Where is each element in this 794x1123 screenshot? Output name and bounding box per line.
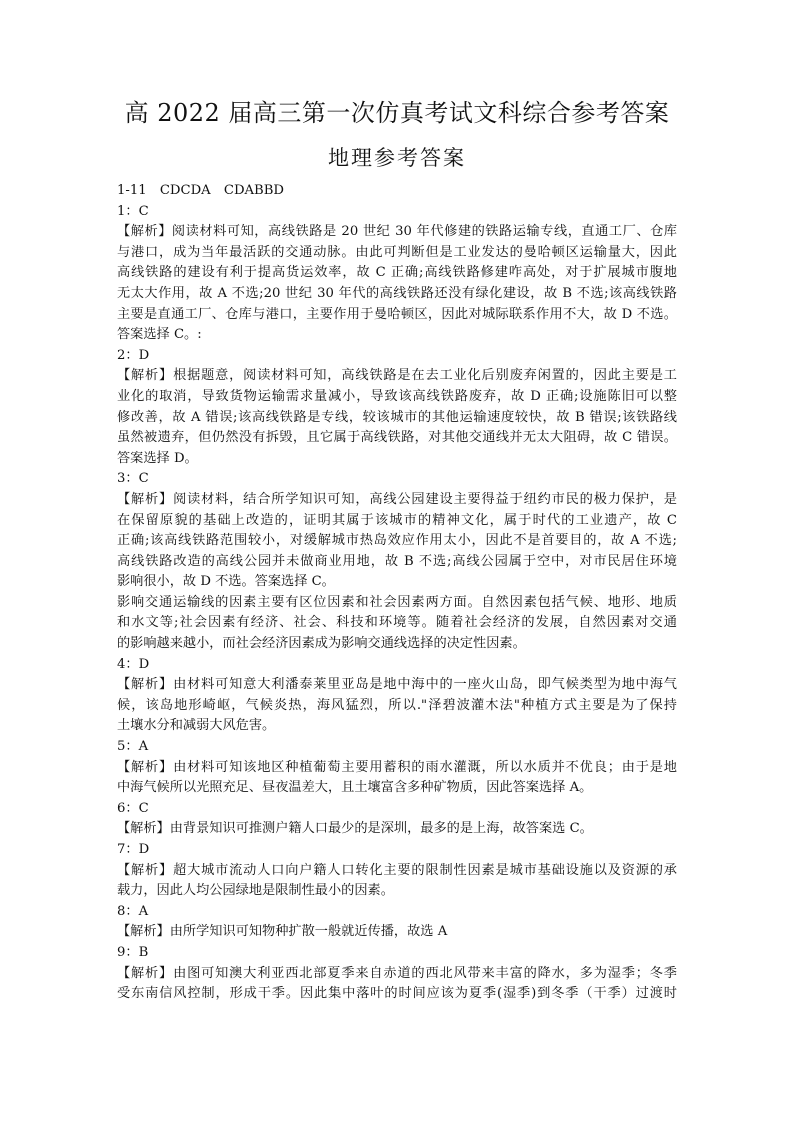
text-line: 答案选择 D。 bbox=[117, 450, 198, 466]
text-line: 【解析】阅读材料可知，高线铁路是 20 世纪 30 年代修建的铁路运输专线，直通工厂、仓库 bbox=[117, 224, 677, 240]
text-line: 与港口，成为当年最活跃的交通动脉。由此可判断但是工业发达的曼哈顿区运输量大，因此 bbox=[117, 244, 677, 260]
text-line: 载力，因此人均公园绿地是限制性最小的因素。 bbox=[117, 883, 394, 899]
text-line: 【解析】由材料可知该地区种植葡萄主要用蓄积的雨水灌溉，所以水质并不优良；由于是地 bbox=[117, 759, 677, 775]
text-line: 【解析】根据题意，阅读材料可知，高线铁路是在去工业化后别废弃闲置的，因此主要是工 bbox=[117, 368, 677, 384]
text-line: 高线铁路改造的高线公园并未做商业用地，故 B 不选;高线公园属于空中，对市民居住环境 bbox=[117, 553, 677, 569]
text-line: 中海气候所以光照充足、昼夜温差大，且土壤富含多种矿物质，因此答案选择 A。 bbox=[117, 780, 593, 796]
text-line: 正确;该高线铁路范围较小，对缓解城市热岛效应作用太小，因此不是首要目的，故 A 不选; bbox=[117, 533, 677, 549]
text-line: 【解析】由图可知澳大利亚西北部夏季来自赤道的西北风带来丰富的降水，多为湿季；冬季 bbox=[117, 965, 677, 981]
text-line: 1-11 CDCDA CDABBD bbox=[117, 183, 284, 198]
text-line: 1：C bbox=[117, 203, 149, 219]
document-title: 高 2022 届高三第一次仿真考试文科综合参考答案 bbox=[124, 99, 670, 127]
text-line: 8：A bbox=[117, 903, 149, 919]
text-line: 高线铁路的建设有利于提高货运效率，故 C 正确;高线铁路修建咋高处，对于扩展城市腹地 bbox=[117, 265, 677, 281]
text-line: 【解析】阅读材料，结合所学知识可知，高线公园建设主要得益于纽约市民的极力保护，是 bbox=[117, 491, 677, 507]
text-line: 无太大作用，故 A 不选;20 世纪 30 年代的高线铁路还没有绿化建设，故 B 不选;该高线铁路 bbox=[117, 285, 677, 301]
text-line: 【解析】由背景知识可推测户籍人口最少的是深圳，最多的是上海，故答案选 C。 bbox=[117, 821, 593, 837]
text-line: 【解析】由所学知识可知物种扩散一般就近传播，故选 A bbox=[117, 924, 448, 940]
text-line: 的影响越来越小，而社会经济因素成为影响交通线选择的决定性因素。 bbox=[117, 636, 526, 652]
document-subtitle: 地理参考答案 bbox=[328, 146, 466, 170]
text-line: 在保留原貌的基础上改造的，证明其属于该城市的精神文化，属于时代的工业遗产，故 C bbox=[117, 512, 677, 528]
text-line: 【解析】由材料可知意大利潘泰莱里亚岛是地中海中的一座火山岛，即气候类型为地中海气 bbox=[117, 677, 677, 693]
text-line: 业化的取消，导致货物运输需求量减小，导致该高线铁路废弃，故 D 正确;设施陈旧可以整 bbox=[117, 388, 677, 404]
text-line: 7：D bbox=[117, 842, 150, 857]
text-line: 答案选择 C。: bbox=[117, 327, 202, 343]
text-line: 候，该岛地形崎岖，气候炎热，海风猛烈，所以."泽碧波灌木法"种植方式主要是为了保持 bbox=[117, 697, 677, 713]
text-line: 修改善，故 A 错误;该高线铁路是专线，较该城市的其他运输速度较快，故 B 错误;该铁路线 bbox=[117, 409, 677, 425]
text-line: 5：A bbox=[117, 739, 149, 755]
text-line: 土壤水分和减弱大风危害。 bbox=[117, 718, 276, 734]
text-line: 4：D bbox=[117, 656, 150, 672]
answer-content bbox=[117, 181, 677, 1005]
text-line: 主要是直通工厂、仓库与港口，主要作用于曼哈顿区，因此对城际联系作用不大，故 D 不选。 bbox=[117, 306, 677, 322]
text-line: 2：D bbox=[117, 347, 150, 363]
text-line: 9：B bbox=[117, 944, 149, 960]
text-line: 6：C bbox=[117, 800, 149, 816]
text-line: 【解析】超大城市流动人口向户籍人口转化主要的限制性因素是城市基础设施以及资源的承 bbox=[117, 862, 677, 878]
text-line: 3：C bbox=[117, 471, 149, 487]
text-line: 影响交通运输线的因素主要有区位因素和社会因素两方面。自然因素包括气候、地形、地质 bbox=[117, 594, 677, 610]
text-line: 受东南信风控制，形成干季。因此集中落叶的时间应该为夏季(湿季)到冬季（干季）过渡时 bbox=[117, 986, 677, 1002]
text-line: 虽然被遗弃，但仍然没有拆毁，且它属于高线铁路，对其他交通线并无太大阻碍，故 C 错误。 bbox=[117, 430, 677, 446]
text-line: 和水文等;社会因素有经济、社会、科技和环境等。随着社会经济的发展，自然因素对交通 bbox=[117, 615, 677, 631]
text-line: 影响很小，故 D 不选。答案选择 C。 bbox=[117, 574, 335, 590]
